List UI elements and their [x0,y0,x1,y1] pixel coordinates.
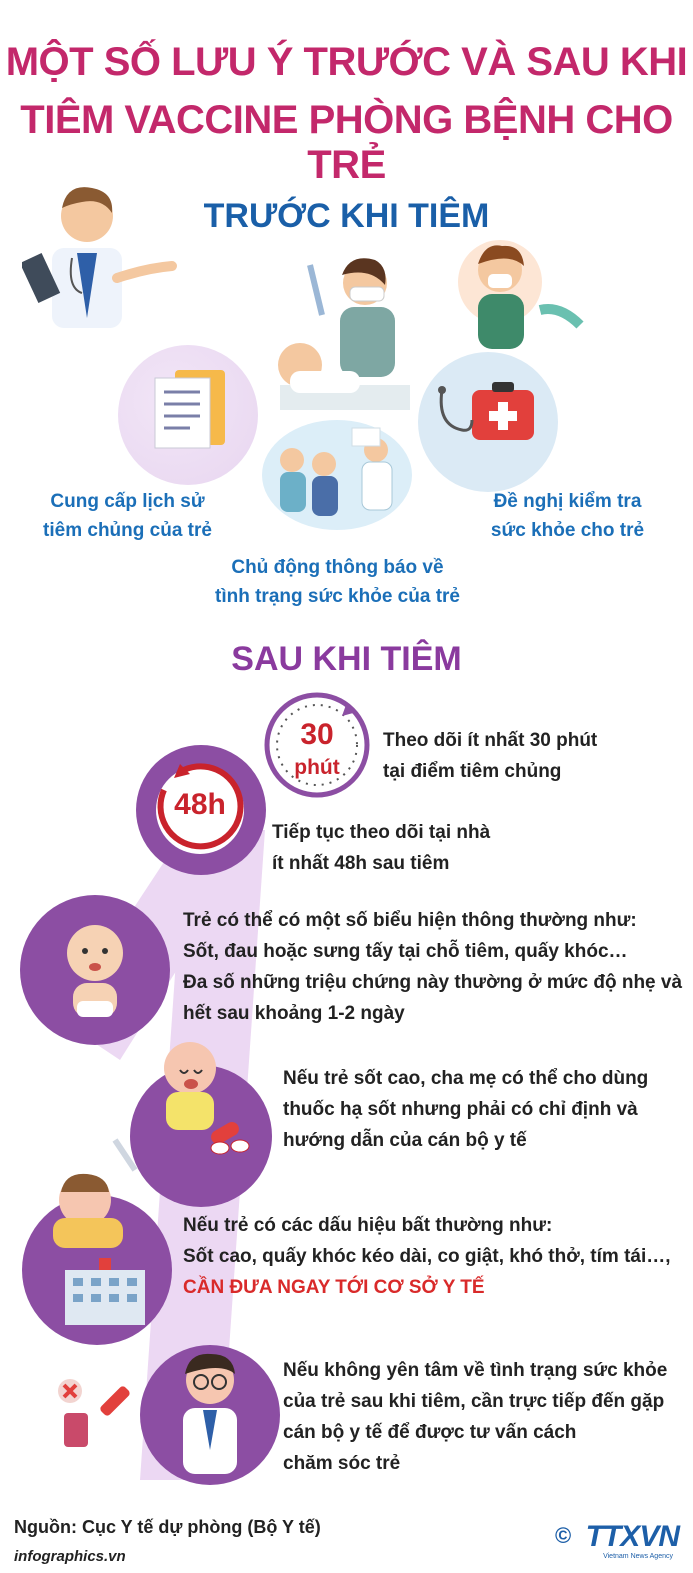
copyright-icon: © [555,1523,572,1548]
caption-notify-line-2: tình trạng sức khỏe của trẻ [215,586,460,607]
girl-vaccine-illustration [440,230,590,360]
family-doctor-illustration [264,420,414,530]
timer-30-line-1: Theo dõi ít nhất 30 phút [383,730,598,751]
note4-text [283,1355,667,1479]
caption-notify-line-1: Chủ động thông báo về [231,557,444,578]
note1-line-1: Trẻ có thể có một số biểu hiện thông thường như: [183,910,637,931]
caption-history [20,487,235,545]
caption-checkup [460,487,675,545]
timer-48-label: 48h [174,788,226,821]
syringe-vial-icon [48,1375,138,1455]
ttxvn-logo-subtitle: Vietnam News Agency [603,1553,673,1560]
nurse-baby-illustration [270,245,420,415]
note2-line-2: thuốc hạ sốt nhưng phải có chỉ định và [283,1099,638,1120]
timer-48-text [272,817,490,879]
title-line-2: TIÊM VACCINE PHÒNG BỆNH CHO TRẺ [20,98,673,187]
caption-notify [195,553,480,611]
note4-line-4: chăm sóc trẻ [283,1453,401,1474]
documents-icon [140,360,240,460]
baby-icon [45,915,145,1025]
title-line-1: MỘT SỐ LƯU Ý TRƯỚC VÀ SAU KHI [5,40,688,84]
timer-30-num: 30 [300,718,334,751]
site-link[interactable]: infographics.vn [14,1548,126,1565]
source-note: Nguồn: Cục Y tế dự phòng (Bộ Y tế) [14,1517,321,1537]
note4-line-3: cán bộ y tế để được tư vấn cách [283,1422,577,1443]
note1-line-2: Sốt, đau hoặc sưng tấy tại chỗ tiêm, quấy khóc… [183,941,628,962]
timer-30-line-2: tại điểm tiêm chủng [383,761,562,782]
caption-checkup-line-2: sức khỏe cho trẻ [490,520,645,541]
caption-checkup-line-1: Đề nghị kiểm tra [493,491,642,512]
note2-line-1: Nếu trẻ sốt cao, cha mẹ có thể cho dùng [283,1068,649,1089]
note1-text [183,905,682,1029]
medical-kit-icon [432,380,542,460]
note3-alert: CẦN ĐƯA NGAY TỚI CƠ SỞ Y TẾ [183,1277,485,1298]
note2-line-3: hướng dẫn của cán bộ y tế [283,1130,527,1151]
note2-text [283,1063,648,1156]
note4-line-1: Nếu không yên tâm về tình trạng sức khỏe [283,1360,668,1381]
ttxvn-logo: TTXVN [585,1520,679,1553]
caption-history-line-1: Cung cấp lịch sử [50,491,205,512]
note4-line-2: của trẻ sau khi tiêm, cần trực tiếp đến gặp [283,1391,665,1412]
timer-48-line-1: Tiếp tục theo dõi tại nhà [272,822,491,843]
after-heading: SAU KHI TIÊM [231,640,462,678]
baby-hospital-icon [35,1130,165,1330]
timer-30-text [383,725,597,787]
timer-30-unit: phút [294,756,340,779]
note3-line-1: Nếu trẻ có các dấu hiệu bất thường như: [183,1215,553,1236]
caption-history-line-2: tiêm chủng của trẻ [43,520,212,541]
note3-line-2: Sốt cao, quấy khóc kéo dài, co giật, khó thở, tím tái…, [183,1246,671,1267]
timer-48-line-2: ít nhất 48h sau tiêm [272,853,450,874]
doctor-small-icon [165,1340,255,1480]
note3-text [183,1210,671,1303]
note1-line-3: Đa số những triệu chứng này thường ở mức độ nhẹ và [183,972,683,993]
note1-line-4: hết sau khoảng 1-2 ngày [183,1003,405,1024]
before-heading: TRƯỚC KHI TIÊM [203,197,490,235]
